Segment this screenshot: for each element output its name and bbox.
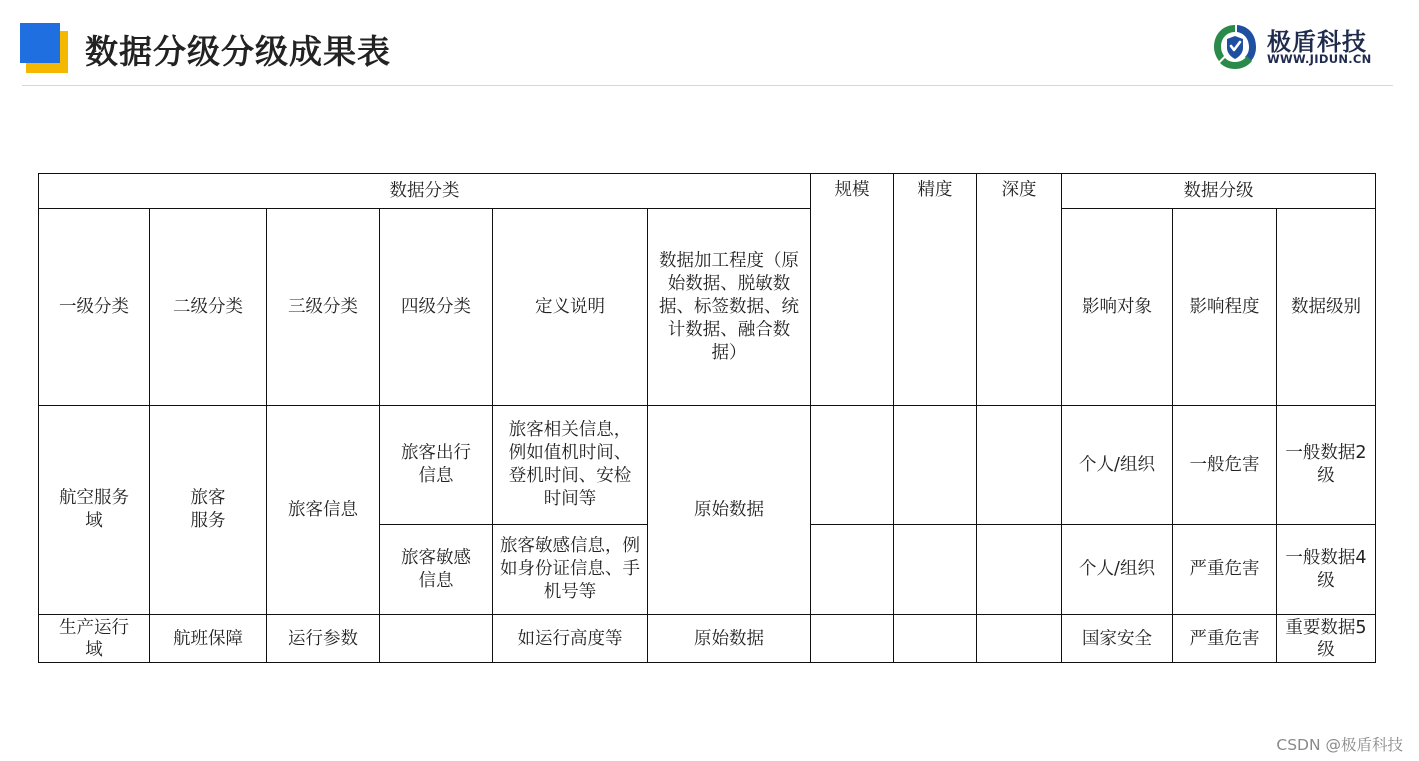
cell-depth: [977, 615, 1062, 663]
cell-definition: 旅客相关信息，例如值机时间、登机时间、安检时间等: [493, 406, 648, 525]
header-level3: 三级分类: [267, 209, 380, 406]
header-divider: [22, 85, 1393, 86]
cell-data-level: 一般数据4级: [1277, 525, 1376, 615]
cell-impact-target: 国家安全: [1062, 615, 1173, 663]
header-definition: 定义说明: [493, 209, 648, 406]
cell-impact-degree: 一般危害: [1173, 406, 1277, 525]
header-scale: 规模: [811, 174, 894, 406]
cell-precision: [894, 406, 977, 525]
title-accent-blue: [20, 23, 60, 63]
cell-definition: 旅客敏感信息，例如身份证信息、手机号等: [493, 525, 648, 615]
cell-processing: 原始数据: [648, 406, 811, 615]
header-depth: 深度: [977, 174, 1062, 406]
cell-level1: 生产运行域: [39, 615, 150, 663]
cell-scale: [811, 525, 894, 615]
table-row: [39, 615, 1376, 663]
cell-depth: [977, 406, 1062, 525]
header-data-level: 数据级别: [1277, 209, 1376, 406]
header-impact-degree: 影响程度: [1173, 209, 1277, 406]
cell-precision: [894, 615, 977, 663]
page-title: 数据分级分级成果表: [85, 32, 391, 71]
cell-level4: 旅客出行信息: [380, 406, 493, 525]
cell-impact-target: 个人/组织: [1062, 525, 1173, 615]
logo-url: WWW.JIDUN.CN: [1267, 52, 1372, 66]
cell-impact-target: 个人/组织: [1062, 406, 1173, 525]
cell-level4: [380, 615, 493, 663]
cell-processing: 原始数据: [648, 615, 811, 663]
cell-level2: 航班保障: [150, 615, 267, 663]
cell-scale: [811, 615, 894, 663]
cell-level1: 航空服务域: [39, 406, 150, 615]
cell-scale: [811, 406, 894, 525]
header-classification: 数据分类: [39, 174, 811, 209]
jidun-shield-logo-icon: [1210, 22, 1260, 72]
table-group-header-row: [39, 174, 1376, 209]
header-processing: 数据加工程度（原始数据、脱敏数据、标签数据、统计数据、融合数据）: [648, 209, 811, 406]
title-accent-mark: [20, 23, 70, 73]
cell-impact-degree: 严重危害: [1173, 615, 1277, 663]
company-logo: [1210, 18, 1380, 74]
header-grading: 数据分级: [1062, 174, 1376, 209]
cell-definition: 如运行高度等: [493, 615, 648, 663]
table-column-header-row: [39, 209, 1376, 406]
header-level1: 一级分类: [39, 209, 150, 406]
header-impact-target: 影响对象: [1062, 209, 1173, 406]
watermark: CSDN @极盾科技: [1276, 736, 1403, 754]
cell-level2: 旅客服务: [150, 406, 267, 615]
table-row: [39, 406, 1376, 525]
cell-level3: 旅客信息: [267, 406, 380, 615]
cell-depth: [977, 525, 1062, 615]
header-level4: 四级分类: [380, 209, 493, 406]
data-grading-table: [38, 173, 1376, 663]
header-precision: 精度: [894, 174, 977, 406]
cell-data-level: 重要数据5级: [1277, 615, 1376, 663]
cell-level4: 旅客敏感信息: [380, 525, 493, 615]
logo-name: 极盾科技: [1267, 28, 1367, 56]
cell-precision: [894, 525, 977, 615]
header-level2: 二级分类: [150, 209, 267, 406]
cell-level3: 运行参数: [267, 615, 380, 663]
cell-impact-degree: 严重危害: [1173, 525, 1277, 615]
cell-data-level: 一般数据2级: [1277, 406, 1376, 525]
